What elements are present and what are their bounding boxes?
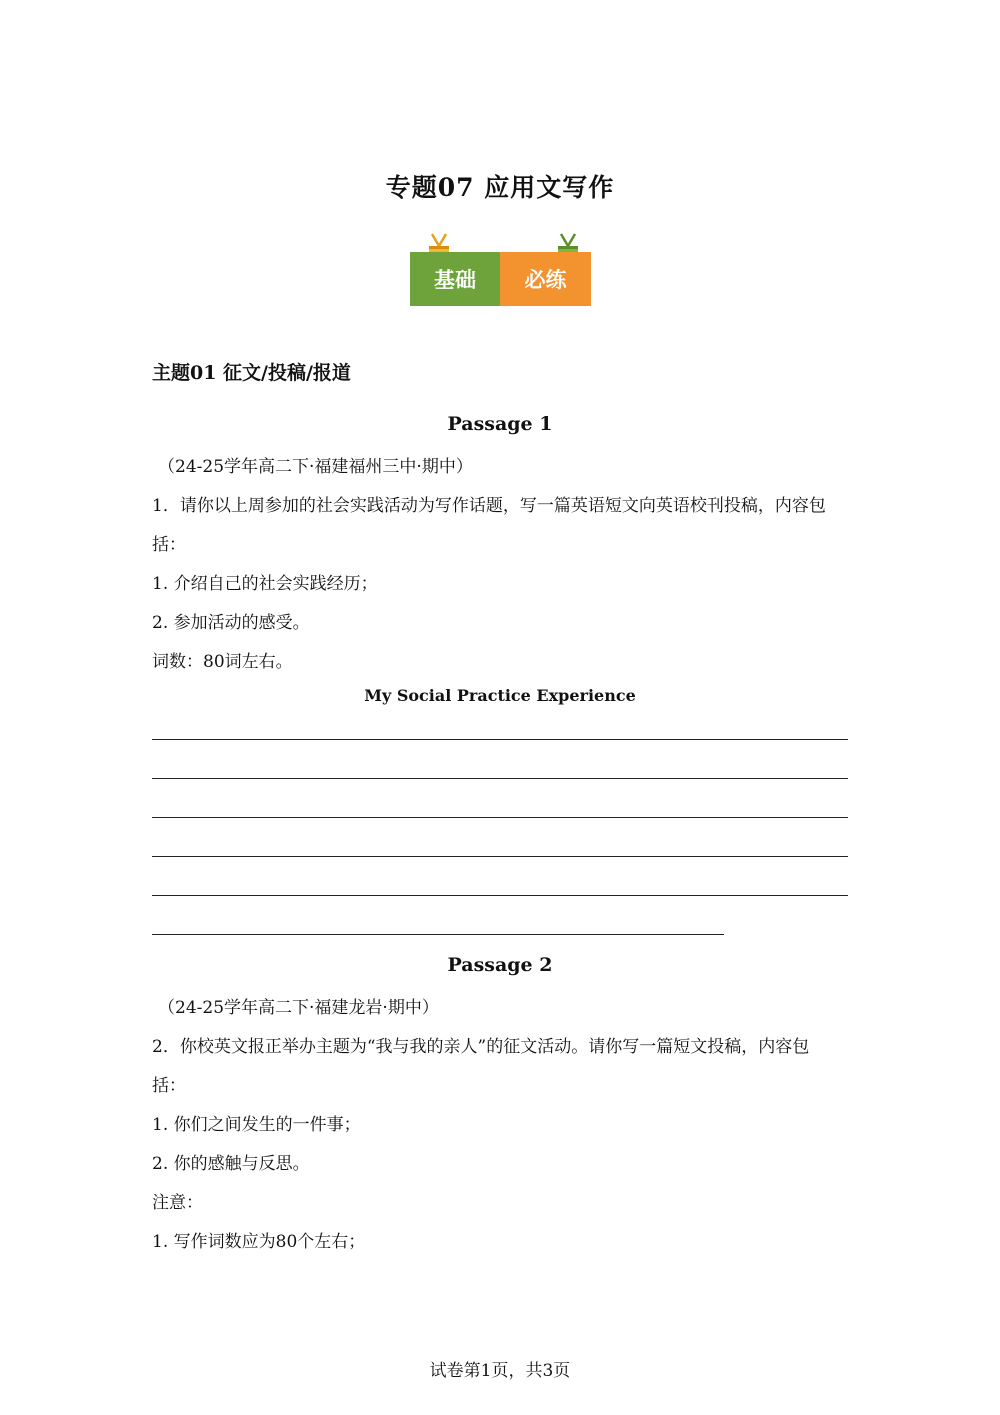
passage-2-title: Passage 2: [447, 954, 553, 976]
passage-1-point: 1. 介绍自己的社会实践经历；: [152, 574, 378, 594]
passage-1-title: Passage 1: [447, 413, 553, 435]
answer-line: [152, 739, 848, 740]
passage-2-prompt-cont: 括：: [152, 1076, 186, 1096]
answer-line: [152, 778, 848, 779]
passage-2-note-label: 注意：: [152, 1193, 203, 1213]
page-footer: 试卷第1页，共3页: [429, 1361, 571, 1381]
passage-2-point: 2. 你的感触与反思。: [152, 1154, 310, 1174]
badge-left-label: 基础: [410, 252, 500, 306]
essay-title: My Social Practice Experience: [364, 686, 636, 705]
passage-1-word-count: 词数：80词左右。: [152, 652, 293, 672]
passage-1-prompt-cont: 括：: [152, 535, 186, 555]
answer-line: [152, 856, 848, 857]
passage-2-prompt: 2．你校英文报正举办主题为“我与我的亲人”的征文活动。请你写一篇短文投稿，内容包: [152, 1037, 810, 1057]
passage-1-prompt: 1．请你以上周参加的社会实践活动为写作话题，写一篇英语短文向英语校刊投稿，内容包: [152, 496, 826, 516]
passage-2-note: 1. 写作词数应为80个左右；: [152, 1232, 366, 1252]
section-badge: [410, 232, 591, 306]
passage-1-point: 2. 参加活动的感受。: [152, 613, 310, 633]
answer-line: [152, 934, 724, 935]
passage-2-source: （24-25学年高二下·福建龙岩·期中）: [158, 998, 439, 1018]
answer-line: [152, 817, 848, 818]
passage-1-source: （24-25学年高二下·福建福州三中·期中）: [158, 457, 473, 477]
answer-line: [152, 895, 848, 896]
section-title: 主题01 征文/投稿/报道: [152, 362, 351, 384]
page-title: 专题07 应用文写作: [385, 173, 615, 202]
badge-right-label: 必练: [500, 252, 591, 306]
passage-2-point: 1. 你们之间发生的一件事；: [152, 1115, 361, 1135]
